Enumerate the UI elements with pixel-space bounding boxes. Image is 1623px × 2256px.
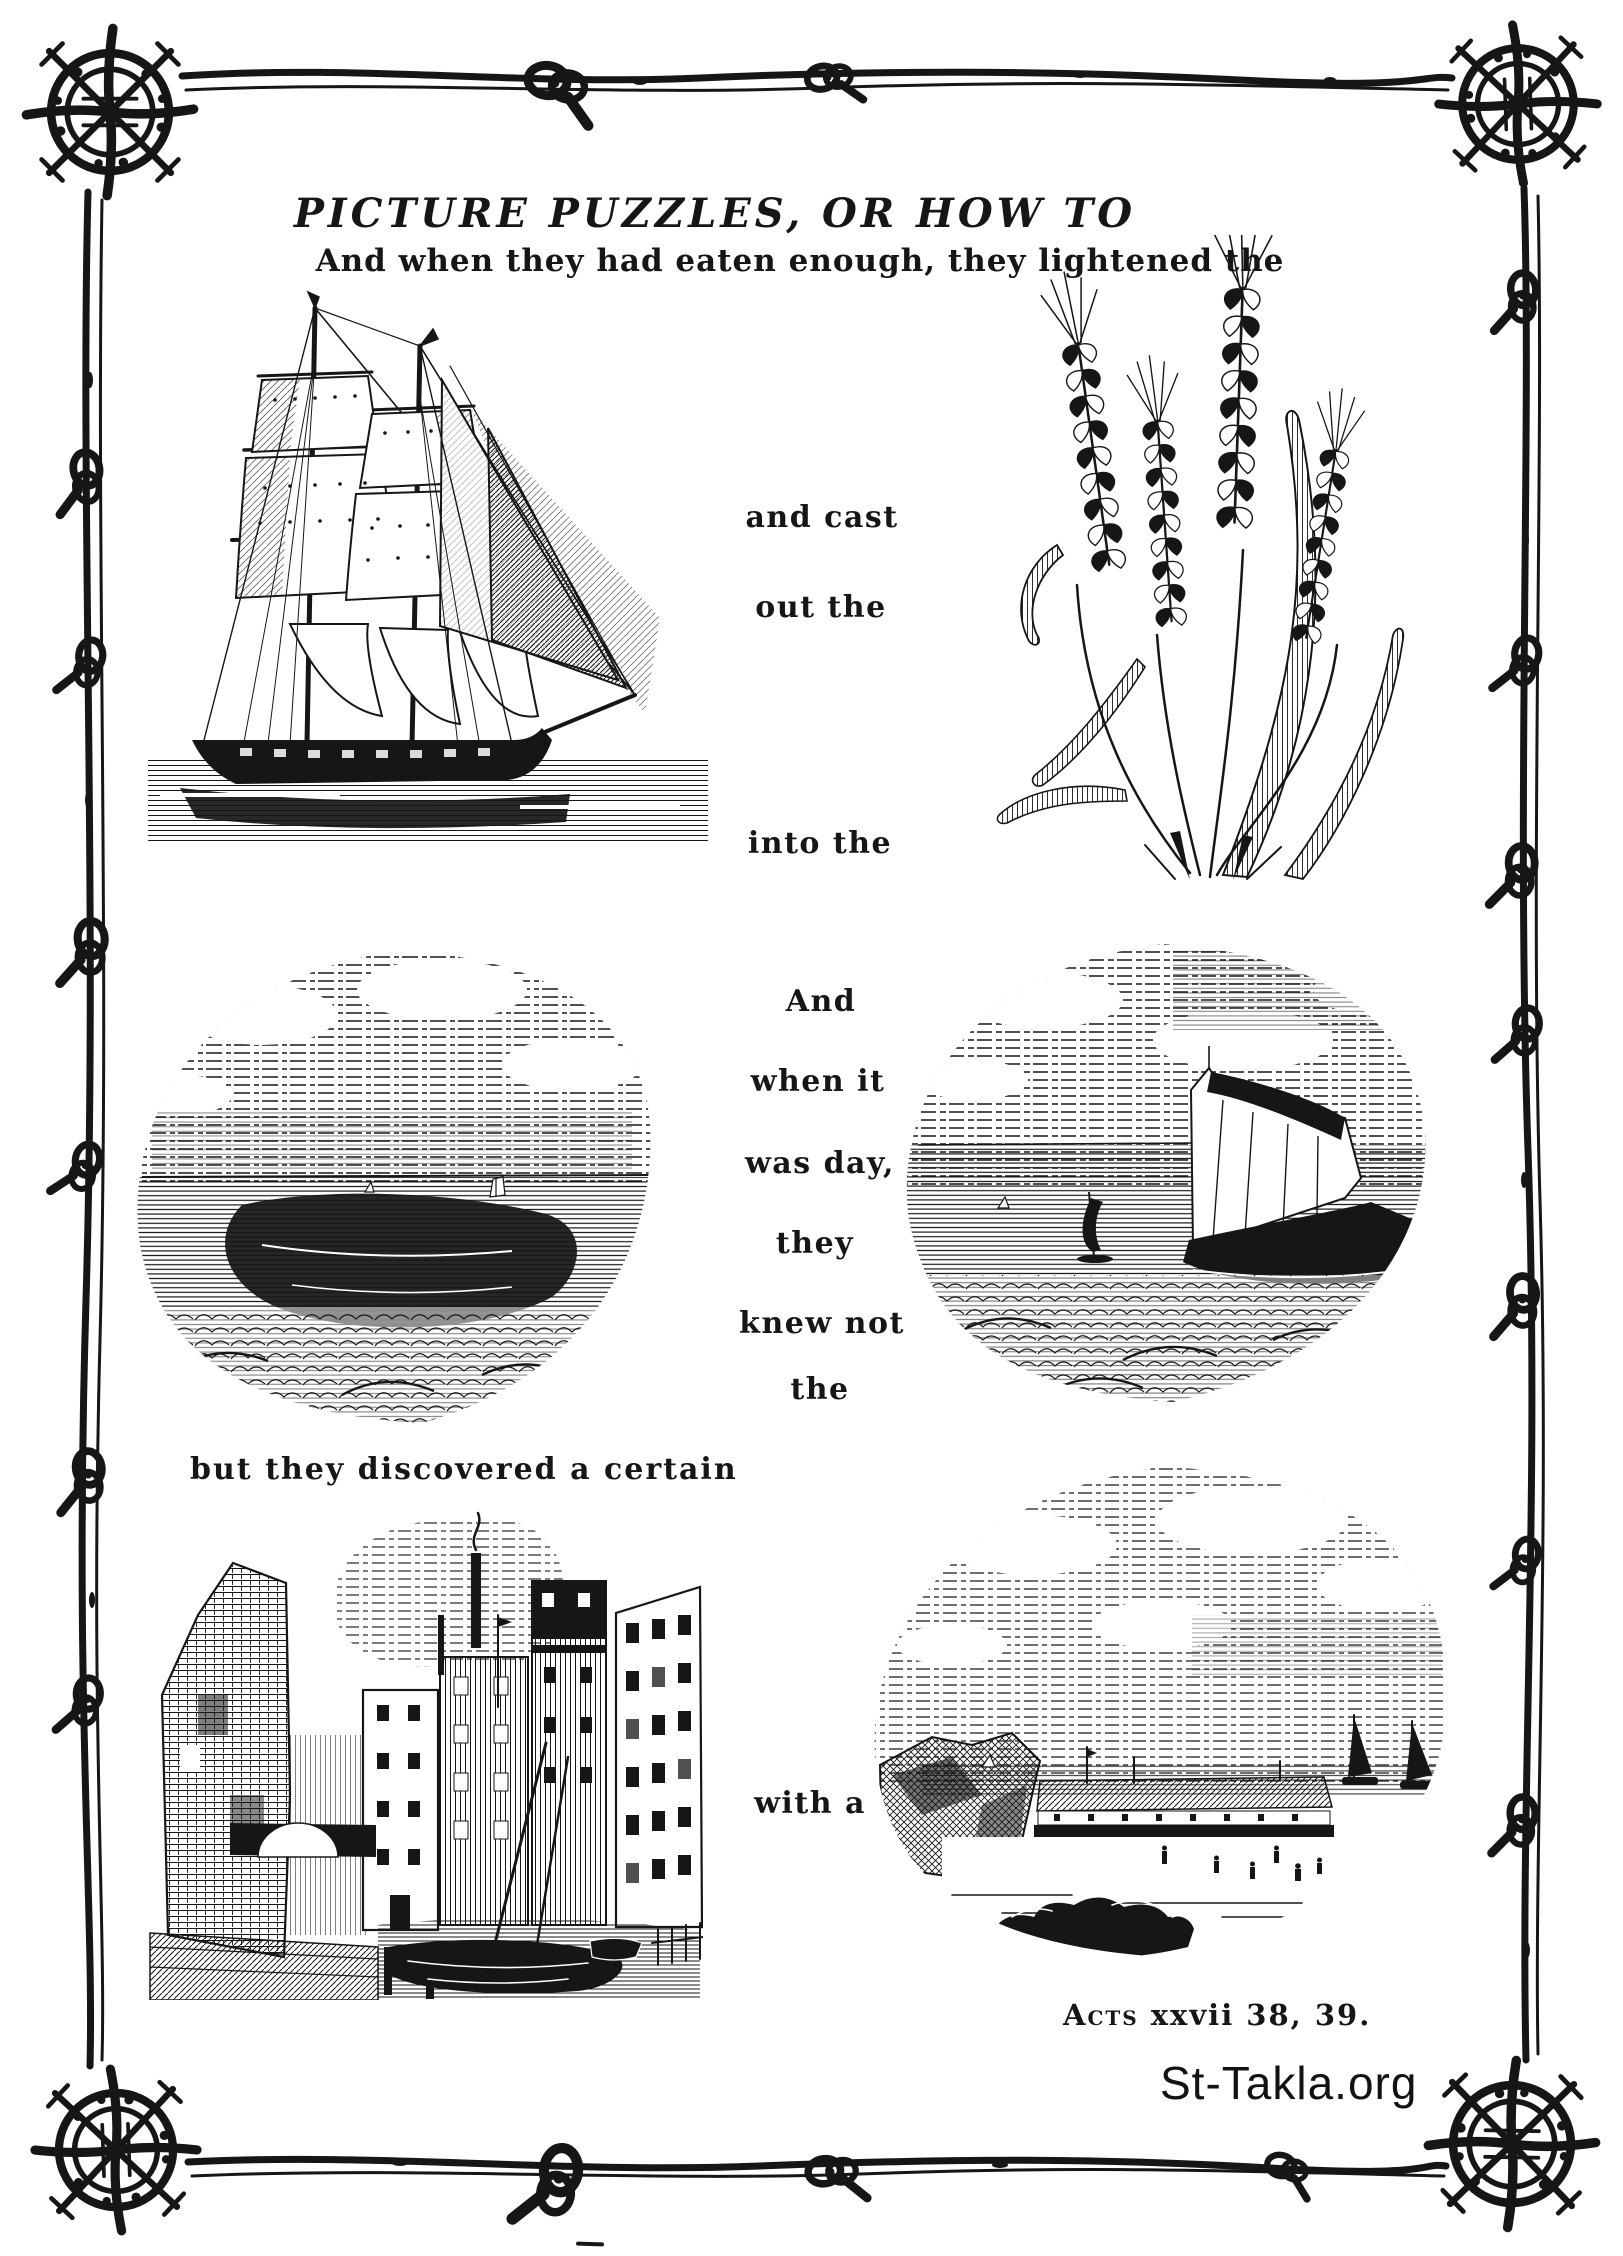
scripture-citation (1063, 1998, 1371, 2032)
wheat-ears-engraving (985, 235, 1415, 880)
sailing-ship-engraving (140, 288, 720, 853)
fragment-the: the (790, 1372, 850, 1407)
creek-warehouses-engraving (138, 1495, 703, 2000)
fragment-knew-not: knew not (739, 1306, 905, 1341)
fragment-when-it: when it (750, 1064, 886, 1099)
fragment-out-the: out the (755, 590, 887, 625)
open-sea-engraving (122, 945, 667, 1437)
coastal-bay-engraving (862, 1465, 1477, 1965)
fragment-but-they-discovered: but they discovered a certain (190, 1452, 738, 1487)
fragment-into-the: into the (747, 826, 893, 861)
fragment-with-a: with a (754, 1786, 866, 1821)
page-subtitle: And when they had eaten enough, they lightened the (315, 243, 1285, 279)
citation-book: Acts (1063, 1998, 1139, 2032)
fragment-was-day: was day, (744, 1146, 896, 1181)
sea-cliff-engraving (893, 940, 1443, 1410)
watermark: St-Takla.org (1160, 2057, 1418, 2109)
fragment-and: And (785, 984, 857, 1019)
fragment-they: they (775, 1226, 855, 1261)
fragment-and-cast: and cast (745, 500, 899, 535)
page-title: PICTURE PUZZLES, OR HOW TO (293, 190, 1137, 237)
citation-reference: xxvii 38, 39. (1150, 1998, 1372, 2032)
